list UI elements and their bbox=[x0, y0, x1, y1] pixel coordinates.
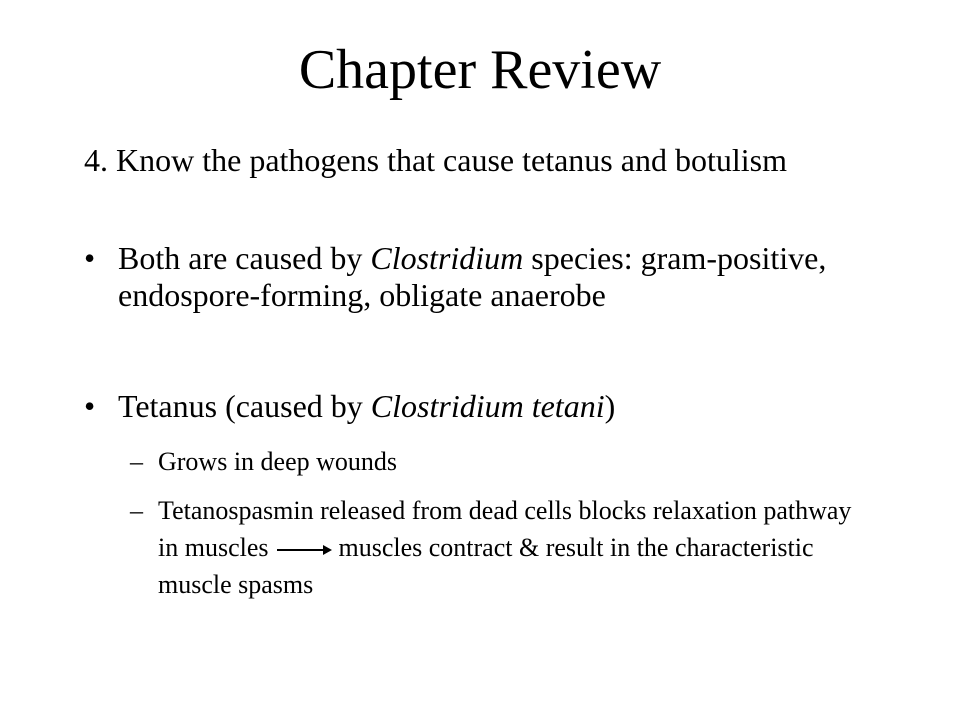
bullet-marker: • bbox=[84, 388, 96, 424]
bullet-clostridium bbox=[84, 240, 884, 314]
review-heading-text: 4. Know the pathogens that cause tetanus and botulism bbox=[84, 142, 787, 178]
bullet-text: Both are caused by Clostridium species: gram-positive, endospore-forming, obligate anaerobe bbox=[118, 240, 827, 313]
review-heading bbox=[84, 142, 884, 179]
bullet-marker: • bbox=[84, 240, 96, 276]
species-name: Clostridium tetani bbox=[370, 388, 605, 424]
sub-bullet-deep-wounds bbox=[130, 443, 870, 480]
sub-bullet-text: Grows in deep wounds bbox=[158, 447, 398, 476]
arrow-right-icon bbox=[275, 543, 333, 557]
sub-bullet-tetanospasmin bbox=[130, 492, 870, 603]
bullet-text: Tetanus (caused by Clostridium tetani) bbox=[118, 388, 616, 424]
slide-title: Chapter Review bbox=[298, 39, 662, 101]
bullet-tetanus bbox=[84, 388, 884, 425]
dash-marker: – bbox=[130, 496, 143, 525]
dash-marker: – bbox=[130, 447, 143, 476]
genus-name: Clostridium bbox=[370, 240, 524, 276]
sub-bullet-text: Tetanospasmin released from dead cells blocks relaxation pathway in muscles muscles contract & result in the characteristic muscle spasms bbox=[158, 496, 852, 599]
